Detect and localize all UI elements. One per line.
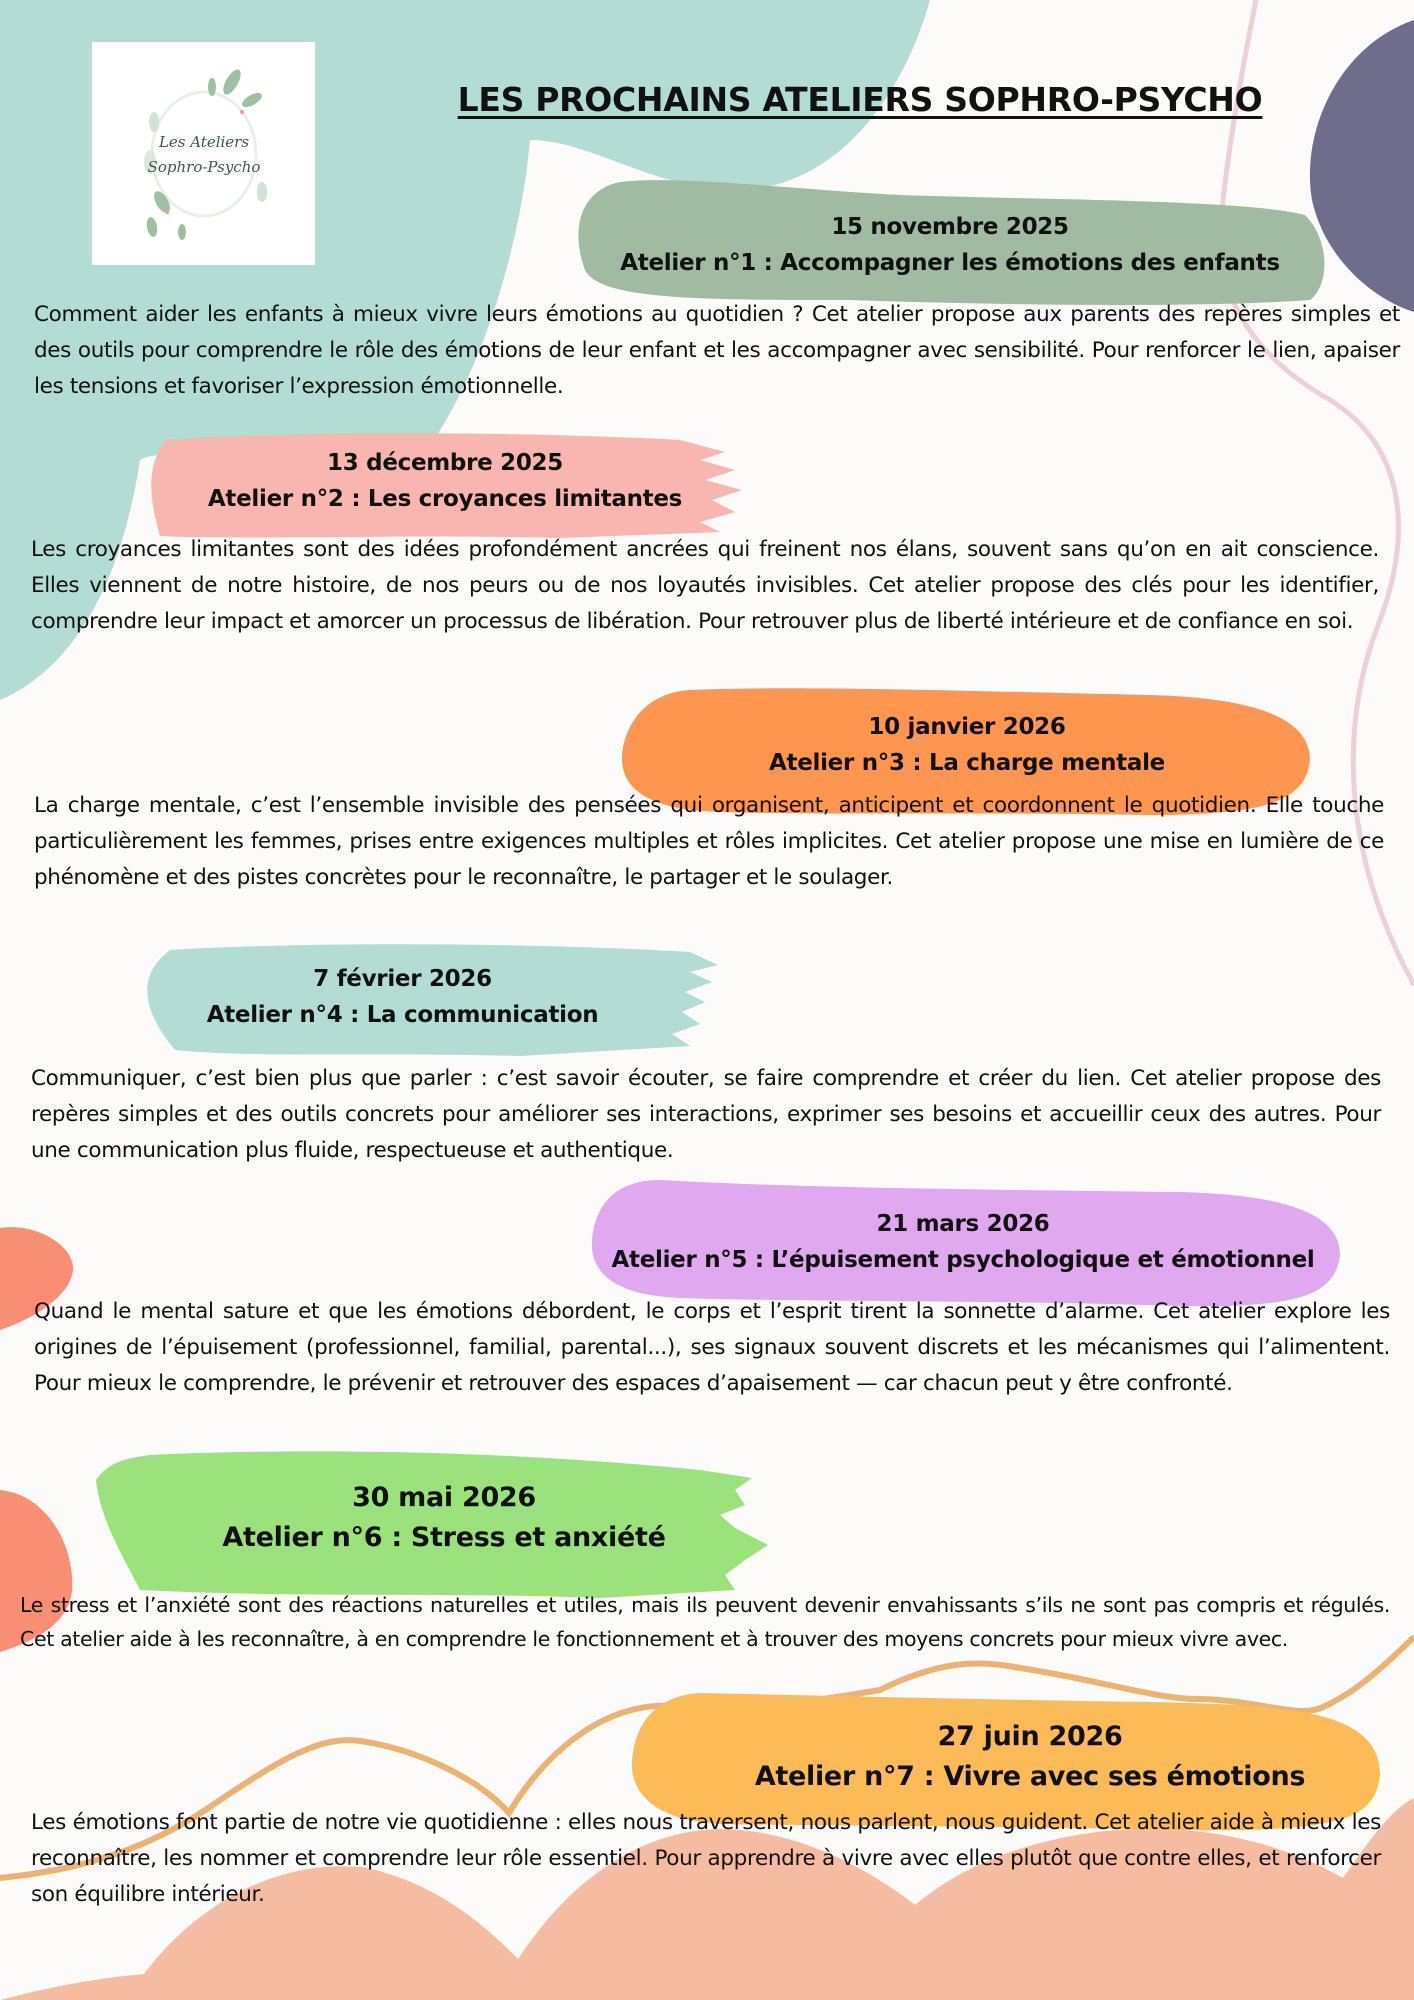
workshop-5-heading: [598, 1206, 1328, 1278]
workshop-2-date: 13 décembre 2025: [327, 450, 563, 476]
workshop-6-title: Atelier n°6 : Stress et anxiété: [222, 1522, 666, 1553]
workshop-1-date: 15 novembre 2025: [831, 214, 1069, 240]
workshop-1-title: Atelier n°1 : Accompagner les émotions des enfants: [620, 250, 1280, 276]
workshop-7-title: Atelier n°7 : Vivre avec ses émotions: [754, 1761, 1306, 1792]
workshop-4-heading: [150, 961, 655, 1033]
logo: [92, 42, 315, 265]
workshop-1-description: Comment aider les enfants à mieux vivre leurs émotions au quotidien ? Cet atelier propose aux parents des repères simples et des outils pour comprendre le rôle des émotions de leur enfant et les accompagner avec sensibilité. Pour renforcer le lien, apaiser les tensions et favoriser l’expression émotionnelle.: [34, 302, 1400, 399]
workshop-4-title: Atelier n°4 : La communication: [206, 1002, 599, 1028]
workshop-5-title: Atelier n°5 : L’épuisement psychologique et émotionnel: [611, 1247, 1315, 1273]
workshop-3-heading: [622, 709, 1312, 781]
workshop-5-description: Quand le mental sature et que les émotions débordent, le corps et l’esprit tirent la sonnette d’alarme. Cet atelier explore les origines de l’épuisement (professionnel, familial, parental...), ses signaux souvent discrets et les mécanismes qui l’alimentent. Pour mieux le comprendre, le prévenir et retrouver des espaces d’apaisement — car chacun peut y être confronté.: [34, 1299, 1390, 1396]
workshop-1-heading: [590, 209, 1310, 281]
workshop-6-date: 30 mai 2026: [352, 1482, 536, 1513]
page-title: LES PROCHAINS ATELIERS SOPHRO-PSYCHO: [457, 80, 1263, 119]
leaf-wreath-icon: [144, 67, 267, 240]
logo-line1: Les Ateliers: [158, 133, 250, 151]
logo-line2: Sophro-Psycho: [147, 158, 261, 176]
workshop-7-date: 27 juin 2026: [937, 1721, 1123, 1752]
workshop-6-description: Le stress et l’anxiété sont des réactions naturelles et utiles, mais ils peuvent devenir envahissants s’ils ne sont pas compris et régulés. Cet atelier aide à les reconnaître, à en comprendre le fonctionnement et à trouver des moyens concrets pour mieux vivre avec.: [20, 1593, 1390, 1651]
workshop-2-description: Les croyances limitantes sont des idées profondément ancrées qui freinent nos élans, souvent sans qu’on en ait conscience. Elles viennent de notre histoire, de nos peurs ou de nos loyautés invisibles. Cet atelier propose des clés pour les identifier, comprendre leur impact et amorcer un processus de libération. Pour retrouver plus de liberté intérieure et de confiance en soi.: [31, 537, 1379, 634]
workshop-5-date: 21 mars 2026: [876, 1211, 1050, 1237]
workshop-3-date: 10 janvier 2026: [868, 714, 1066, 740]
workshop-6-heading: [96, 1478, 792, 1558]
workshop-2-heading: [150, 445, 740, 517]
workshop-7-description: Les émotions font partie de notre vie quotidienne : elles nous traversent, nous parlent, nous guident. Cet atelier aide à mieux les reconnaître, les nommer et comprendre leur rôle essentiel. Pour apprendre à vivre avec elles plutôt que contre elles, et renforcer son équilibre intérieur.: [31, 1810, 1381, 1907]
workshop-4-description: Communiquer, c’est bien plus que parler : c’est savoir écouter, se faire comprendre et créer du lien. Cet atelier propose des repères simples et des outils concrets pour améliorer ses interactions, exprimer ses besoins et accueillir ceux des autres. Pour une communication plus fluide, respectueuse et authentique.: [31, 1066, 1381, 1163]
workshop-3-title: Atelier n°3 : La charge mentale: [769, 750, 1165, 776]
workshop-3-description: La charge mentale, c’est l’ensemble invisible des pensées qui organisent, anticipent et coordonnent le quotidien. Elle touche particulièrement les femmes, prises entre exigences multiples et rôles implicites. Cet atelier propose une mise en lumière de ce phénomène et des pistes concrètes pour le reconnaître, le partager et le soulager.: [34, 793, 1384, 890]
workshop-7-heading: [680, 1717, 1380, 1797]
workshop-2-title: Atelier n°2 : Les croyances limitantes: [207, 486, 683, 512]
workshop-4-date: 7 février 2026: [313, 966, 492, 992]
slate-blob: [1310, 20, 1414, 312]
